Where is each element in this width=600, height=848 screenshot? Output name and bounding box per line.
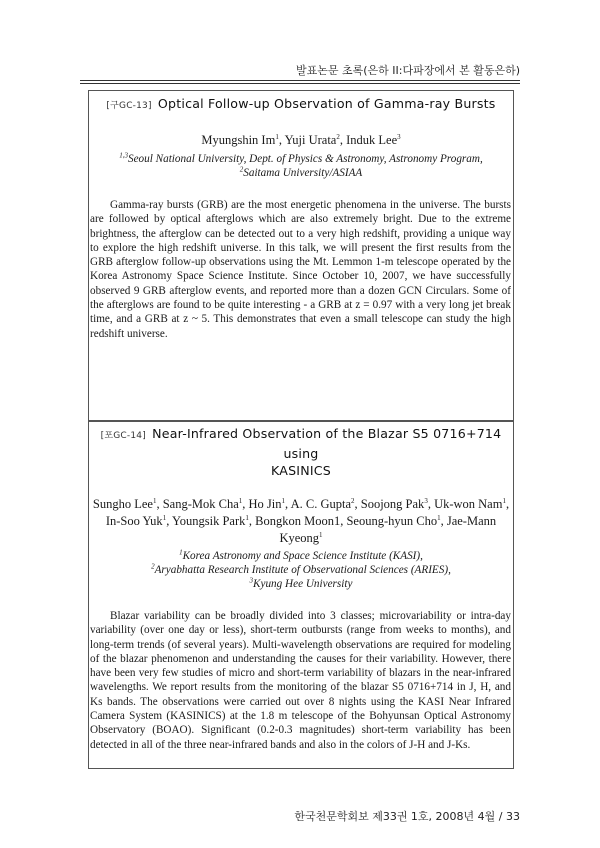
affiliation	[89, 166, 513, 180]
page-footer: 한국천문학회보 제33권 1호, 2008년 4월 / 33	[294, 810, 520, 823]
paper-code: [구GC-13]	[106, 101, 152, 111]
paper-title-text: Optical Follow-up Observation of Gamma-ray Bursts	[157, 96, 496, 111]
abstract-paragraph: Blazar variability can be broadly divided into 3 classes; microvariability or intra-day variability (over one day or less), short-term outbursts (range from weeks to months), and long-term trends (of several years). Multi-wavelength observations are required for modeling of the blazar phenomenon and understanding the causes for their variability. However, there have been very few studies of micro and short-term variability of blazars in the near-infrared wavelengths. We report results from the monitoring of the blazar S5 0716+714 in J, H, and Ks bands. The observations were carried out over 8 nights using the KASI Near Infrared Camera System (KASINICS) at the 1.8 m telescope of the Bohyunsan Optical Astronomy Observatory (BOAO). Significant (0.2-0.3 magnitudes) short-term variability has been detected in all of the three near-infrared bands and also in the colors of J-H and J-Ks.	[90, 610, 511, 751]
paper-title	[89, 425, 513, 479]
abstract-text	[89, 198, 513, 341]
affiliation	[89, 549, 513, 563]
affiliation	[89, 152, 513, 166]
author: Youngsik Park	[171, 514, 246, 528]
author-sup: 2	[351, 496, 355, 505]
abstract-box-gc13	[88, 90, 514, 421]
author-sup: 1	[238, 496, 243, 505]
affiliation-list	[89, 549, 513, 591]
author: Myungshin Im	[201, 133, 276, 147]
author-list: Sungho Lee$^1$, Sang-Mok Cha$^1$, Ho Jin$^1$, A. C. Gupta$^2$, Soojong Pak$^3$, Uk-won Nam$^1$, In-Soo Yuk$^1$, Youngsik Park$^1$, Bongkon Moon1, Seoung-hyun Cho$^1$, Jae-Mann Kyeong$^1$	[92, 496, 510, 545]
affiliation-text: Korea Astronomy and Space Science Institute (KASI),	[182, 550, 423, 562]
affiliation-text: Aryabhatta Research Institute of Observational Sciences (ARIES),	[154, 564, 451, 576]
author: Sang-Mok Cha	[162, 497, 239, 511]
author-sup: 1	[162, 513, 167, 522]
affiliation-sup: 2	[151, 562, 155, 571]
author-sup: 2	[336, 132, 340, 141]
affiliation-list	[89, 152, 513, 180]
running-header: 발표논문 초록(은하 II:다파장에서 본 활동은하)	[295, 64, 520, 77]
author: A. C. Gupta	[290, 497, 351, 511]
header-rule	[80, 80, 520, 81]
author: Soojong Pak	[360, 497, 425, 511]
author: Jae-Mann Kyeong	[279, 514, 497, 545]
paper-title-line: KASINICS	[271, 463, 331, 478]
author-sup: 1	[275, 132, 279, 141]
author: Ho Jin	[248, 497, 282, 511]
author: Seoung-hyun Cho	[346, 514, 438, 528]
author: Sungho Lee	[92, 497, 153, 511]
affiliation-sup: 1	[179, 548, 183, 557]
author: In-Soo Yuk	[105, 514, 163, 528]
author: Uk-won Nam	[434, 497, 503, 511]
author-sup: 1	[245, 513, 249, 522]
author-sup: 1	[502, 496, 506, 505]
affiliation-text: Seoul National University, Dept. of Physics & Astronomy, Astronomy Program,	[127, 153, 483, 165]
paper-code: [포GC-14]	[100, 431, 146, 441]
paper-title-line	[89, 425, 513, 462]
abstract-box-gc14	[88, 421, 514, 769]
affiliation-sup: 3	[249, 576, 254, 585]
affiliation	[89, 563, 513, 577]
author-sup: 1	[437, 513, 441, 522]
author-sup: 1	[319, 530, 323, 539]
affiliation	[89, 577, 513, 591]
author: Induk Lee	[346, 133, 398, 147]
author-list: Myungshin Im$^1$, Yuji Urata$^2$, Induk Lee$^3$	[201, 132, 401, 147]
affiliation-sup: 2	[239, 165, 244, 174]
author-sup: 3	[397, 132, 401, 141]
author: Yuji Urata	[284, 133, 337, 147]
header-rule-secondary	[80, 83, 520, 84]
abstract-paragraph: Gamma-ray bursts (GRB) are the most energetic phenomena in the universe. The bursts are followed by optical afterglows which are also extremely bright. Due to the extreme brightness, the afterglow can be detected out to a very high redshift, providing a unique way to explore the high redshift universe. In this talk, we will present the first results from the GRB afterglow follow-up observations using the Mt. Lemmon 1-m telescope operated by the Korea Astronomy Space Science Institute. Since October 10, 2007, we have successfully observed 9 GRB afterglow events, and reported more than a dozen GCN Circulars. Some of the afterglows are found to be quite interesting - a GRB at z = 0.97 with a very long jet break time, and a GRB at z ~ 5. This demonstrates that even a small telescope can study the high redshift universe.	[90, 199, 511, 340]
affiliation-text: Kyung Hee University	[253, 578, 353, 590]
author-sup: 3	[424, 496, 428, 505]
author-sup: 1	[281, 496, 286, 505]
paper-title	[89, 95, 513, 115]
author-sup: 1	[152, 496, 157, 505]
author: Bongkon Moon1	[255, 514, 341, 528]
abstract-text	[89, 609, 513, 752]
affiliation-sup: 1,3	[119, 151, 128, 160]
paper-title-text: Near-Infrared Observation of the Blazar S5 0716+714 using	[152, 426, 502, 461]
affiliation-text: Saitama University/ASIAA	[243, 167, 363, 179]
